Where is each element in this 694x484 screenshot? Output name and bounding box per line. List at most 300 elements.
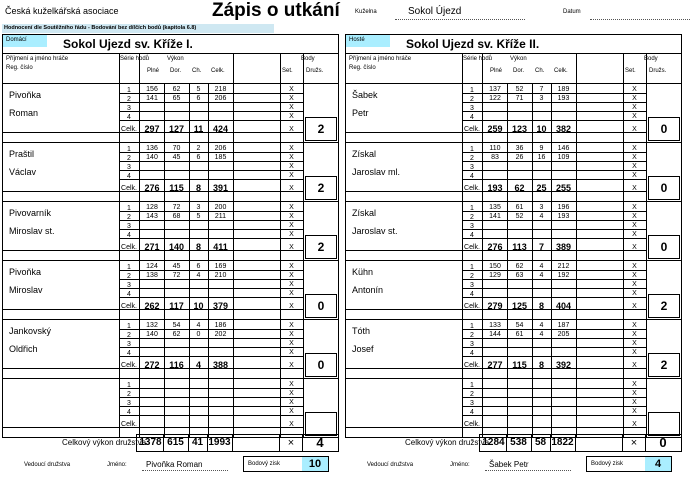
row-divider: [119, 279, 303, 280]
set-mark[interactable]: X: [632, 340, 637, 347]
vykon-col-header: Výkon: [510, 56, 527, 62]
score-plne[interactable]: 124: [146, 263, 158, 270]
row-divider: [119, 179, 303, 180]
player-col-header: Příjmení a jméno hráče: [6, 56, 69, 62]
score-ch[interactable]: 0: [196, 331, 201, 338]
set-mark[interactable]: X: [289, 104, 294, 111]
score-celk[interactable]: 388: [212, 360, 229, 370]
col-divider: [303, 84, 304, 143]
serie-label: 1: [127, 87, 131, 94]
set-mark[interactable]: X: [289, 331, 294, 338]
score-dor[interactable]: 45: [172, 154, 181, 161]
summary-points: 0: [659, 435, 667, 450]
set-mark[interactable]: X: [632, 104, 637, 111]
leader-name[interactable]: Šabek Petr: [489, 460, 529, 469]
player-block: [2, 202, 339, 261]
player-block: [345, 143, 682, 202]
set-mark[interactable]: X: [289, 231, 294, 238]
score-plne[interactable]: 271: [144, 242, 160, 252]
col-divider: [303, 379, 304, 438]
set-mark[interactable]: X: [632, 222, 637, 229]
set-mark[interactable]: X: [289, 204, 294, 211]
score-plne[interactable]: 272: [144, 360, 160, 370]
team-points-box[interactable]: [648, 412, 680, 436]
player-last-name[interactable]: Praštil: [9, 149, 35, 159]
score-celk[interactable]: 189: [557, 86, 570, 93]
score-dor[interactable]: 115: [512, 360, 527, 370]
score-celk[interactable]: 193: [557, 213, 570, 220]
set-mark[interactable]: X: [289, 172, 294, 179]
set-mark[interactable]: X: [289, 322, 294, 329]
col-divider: [303, 261, 304, 320]
set-mark[interactable]: X: [632, 408, 637, 415]
row-divider: [119, 229, 303, 230]
score-celk[interactable]: 206: [214, 95, 227, 102]
score-plne[interactable]: 138: [146, 272, 158, 279]
score-celk[interactable]: 424: [212, 124, 229, 134]
set-mark[interactable]: X: [632, 421, 637, 428]
serie-label: 1: [127, 323, 131, 330]
team-points-box[interactable]: 2: [305, 117, 337, 141]
score-dor[interactable]: 68: [172, 213, 181, 220]
set-mark[interactable]: X: [289, 126, 294, 133]
team-name-bar: [345, 34, 682, 54]
score-ch[interactable]: 11: [193, 124, 204, 134]
score-ch[interactable]: 10: [536, 124, 547, 134]
col-divider: [302, 434, 303, 452]
row-divider: [462, 220, 646, 221]
player-first-name[interactable]: Jaroslav st.: [352, 226, 398, 236]
serie-label: 1: [127, 382, 131, 389]
score-celk[interactable]: 169: [214, 263, 227, 270]
score-celk[interactable]: 186: [214, 322, 227, 329]
set-mark[interactable]: X: [632, 154, 637, 161]
set-mark[interactable]: X: [289, 340, 294, 347]
score-plne[interactable]: 140: [146, 154, 158, 161]
score-celk[interactable]: 185: [214, 154, 227, 161]
player-first-name[interactable]: Oldřich: [9, 344, 38, 354]
score-dor[interactable]: 115: [169, 183, 184, 193]
score-ch[interactable]: 3: [539, 204, 544, 211]
score-plne[interactable]: 276: [487, 242, 503, 252]
col-divider: [550, 434, 551, 452]
team-points-box[interactable]: 0: [305, 353, 337, 377]
score-celk[interactable]: 196: [557, 204, 570, 211]
score-ch[interactable]: 7: [539, 86, 544, 93]
score-ch[interactable]: 4: [539, 213, 544, 220]
score-plne[interactable]: 276: [144, 183, 160, 193]
kuzelna-label: Kuželna: [355, 9, 377, 15]
player-first-name[interactable]: Václav: [9, 167, 37, 177]
team-points-box[interactable]: 0: [648, 117, 680, 141]
score-ch[interactable]: 4: [195, 360, 201, 370]
score-dor[interactable]: 45: [172, 263, 181, 270]
score-dor[interactable]: 61: [515, 204, 524, 211]
score-dor[interactable]: 140: [168, 242, 185, 252]
set-mark[interactable]: X: [632, 281, 637, 288]
col-divider: [303, 143, 304, 202]
score-dor[interactable]: 117: [169, 301, 184, 311]
celk-col-header: Celk.: [211, 68, 225, 74]
serie-label: 2: [127, 155, 131, 162]
score-celk[interactable]: 210: [214, 272, 227, 279]
score-plne[interactable]: 135: [489, 204, 501, 211]
score-ch[interactable]: 4: [539, 263, 544, 270]
score-plne[interactable]: 262: [144, 301, 160, 311]
set-mark[interactable]: X: [289, 95, 294, 102]
score-dor[interactable]: 62: [515, 263, 524, 270]
score-ch[interactable]: 8: [195, 183, 201, 193]
set-mark[interactable]: X: [632, 399, 637, 406]
score-plne[interactable]: 259: [487, 124, 503, 134]
score-dor[interactable]: 52: [515, 86, 524, 93]
set-mark[interactable]: X: [632, 163, 637, 170]
score-plne[interactable]: 144: [489, 331, 501, 338]
row-divider: [119, 152, 303, 153]
col-divider: [646, 84, 647, 143]
score-dor[interactable]: 125: [511, 301, 528, 311]
serie-label: 4: [470, 114, 474, 121]
datum-field[interactable]: [590, 19, 690, 20]
score-dor[interactable]: 127: [168, 124, 185, 134]
set-mark[interactable]: X: [632, 213, 637, 220]
set-col-header: Set.: [625, 68, 636, 74]
leader-name[interactable]: Pivoňka Roman: [146, 460, 203, 469]
team-points-box[interactable]: 0: [648, 235, 680, 259]
set-mark[interactable]: X: [632, 204, 637, 211]
row-divider: [119, 397, 303, 398]
kuzelna-value[interactable]: Sokol Újezd: [408, 6, 462, 17]
set-mark[interactable]: X: [289, 381, 294, 388]
set-mark[interactable]: X: [289, 421, 294, 428]
score-dor[interactable]: 62: [172, 86, 181, 93]
score-ch[interactable]: 5: [196, 213, 201, 220]
row-divider: [462, 152, 646, 153]
team-points-box[interactable]: 2: [648, 353, 680, 377]
score-dor[interactable]: 71: [515, 95, 524, 102]
score-plne[interactable]: 136: [146, 145, 158, 152]
score-ch[interactable]: 4: [196, 322, 201, 329]
score-ch[interactable]: 10: [193, 301, 204, 311]
serie-label: 2: [470, 155, 474, 162]
score-celk[interactable]: 202: [214, 331, 227, 338]
serie-label: Celk.: [464, 244, 480, 251]
score-celk[interactable]: 146: [557, 145, 570, 152]
serie-label: 4: [470, 350, 474, 357]
set-mark[interactable]: X: [632, 145, 637, 152]
header: [0, 0, 694, 36]
set-mark[interactable]: X: [289, 263, 294, 270]
body-col-header: Body: [644, 56, 658, 62]
player-first-name[interactable]: Roman: [9, 108, 39, 118]
score-dor[interactable]: 36: [515, 145, 524, 152]
set-mark[interactable]: X: [632, 331, 637, 338]
score-celk[interactable]: 255: [555, 183, 572, 193]
set-mark[interactable]: X: [632, 290, 637, 297]
player-first-name[interactable]: Antonín: [352, 285, 384, 295]
col-divider: [622, 434, 623, 452]
player-last-name[interactable]: Šabek: [352, 90, 378, 100]
team-points-box[interactable]: 0: [648, 176, 680, 200]
player-first-name[interactable]: Josef: [352, 344, 374, 354]
ch-col-header: Ch.: [535, 68, 545, 74]
score-ch[interactable]: 7: [538, 242, 544, 252]
player-first-name[interactable]: Jaroslav ml.: [352, 167, 401, 177]
score-dor[interactable]: 65: [172, 95, 181, 102]
score-ch[interactable]: 8: [195, 242, 201, 252]
set-mark[interactable]: X: [289, 213, 294, 220]
points-gained-label: Bodový zisk: [591, 461, 624, 467]
score-plne[interactable]: 137: [489, 86, 501, 93]
score-dor[interactable]: 113: [512, 242, 527, 252]
score-dor[interactable]: 62: [172, 331, 181, 338]
score-dor[interactable]: 26: [515, 154, 524, 161]
set-mark[interactable]: X: [289, 163, 294, 170]
score-ch[interactable]: 8: [538, 301, 544, 311]
set-mark[interactable]: X: [632, 362, 637, 369]
set-mark[interactable]: X: [632, 86, 637, 93]
score-plne[interactable]: 110: [489, 145, 501, 152]
score-celk[interactable]: 382: [555, 124, 572, 134]
row-divider: [462, 297, 646, 298]
score-ch[interactable]: 6: [196, 263, 201, 270]
set-mark[interactable]: X: [289, 154, 294, 161]
score-plne[interactable]: 141: [146, 95, 158, 102]
player-last-name[interactable]: Kühn: [352, 267, 374, 277]
player-block: [2, 320, 339, 379]
serie-label: 4: [470, 232, 474, 239]
set-mark[interactable]: X: [632, 244, 637, 251]
serie-label: 3: [470, 341, 474, 348]
score-celk[interactable]: 187: [557, 322, 570, 329]
score-celk[interactable]: 109: [557, 154, 570, 161]
score-dor[interactable]: 63: [515, 272, 524, 279]
set-mark[interactable]: X: [632, 126, 637, 133]
team-points-box[interactable]: 2: [305, 176, 337, 200]
score-plne[interactable]: 277: [487, 360, 503, 370]
set-mark[interactable]: X: [632, 185, 637, 192]
player-first-name[interactable]: Miroslav: [9, 285, 43, 295]
player-last-name[interactable]: Pivoňka: [9, 267, 42, 277]
row-divider: [462, 229, 646, 230]
score-celk[interactable]: 212: [557, 263, 570, 270]
set-mark[interactable]: X: [289, 222, 294, 229]
leader-label: Vedoucí družstva: [24, 462, 71, 468]
set-mark[interactable]: X: [289, 185, 294, 192]
score-celk[interactable]: 404: [555, 301, 572, 311]
set-mark[interactable]: X: [632, 272, 637, 279]
score-celk[interactable]: 389: [555, 242, 572, 252]
row-divider: [462, 415, 646, 416]
set-mark[interactable]: X: [632, 263, 637, 270]
score-plne[interactable]: 83: [491, 154, 499, 161]
team-points-box[interactable]: 2: [305, 235, 337, 259]
score-plne[interactable]: 140: [146, 331, 158, 338]
row-divider: [119, 111, 303, 112]
row-divider: [462, 102, 646, 103]
serie-label: 3: [470, 223, 474, 230]
score-dor[interactable]: 62: [514, 183, 525, 193]
serie-label: 3: [470, 105, 474, 112]
score-celk[interactable]: 391: [212, 183, 229, 193]
set-mark[interactable]: X: [289, 290, 294, 297]
score-plne[interactable]: 193: [487, 183, 503, 193]
score-ch[interactable]: 5: [196, 86, 201, 93]
player-last-name[interactable]: Pivoňka: [9, 90, 42, 100]
set-mark[interactable]: X: [289, 390, 294, 397]
set-mark[interactable]: X: [632, 172, 637, 179]
score-plne[interactable]: 122: [489, 95, 501, 102]
set-mark[interactable]: X: [632, 95, 637, 102]
score-ch[interactable]: 3: [196, 204, 201, 211]
set-mark[interactable]: X: [289, 281, 294, 288]
set-mark[interactable]: X: [289, 408, 294, 415]
score-ch[interactable]: 4: [196, 272, 201, 279]
serie-label: 1: [470, 87, 474, 94]
score-dor[interactable]: 54: [515, 322, 524, 329]
set-mark[interactable]: X: [632, 381, 637, 388]
points-gained-value[interactable]: 4: [645, 457, 671, 471]
score-ch[interactable]: 4: [539, 322, 544, 329]
score-plne[interactable]: 143: [146, 213, 158, 220]
row-divider: [119, 288, 303, 289]
score-dor[interactable]: 54: [172, 322, 181, 329]
serie-col-header: Série hodů: [463, 56, 493, 62]
kuzelna-line: [395, 19, 525, 20]
score-ch[interactable]: 4: [539, 272, 544, 279]
score-ch[interactable]: 9: [539, 145, 544, 152]
team-section: [2, 34, 339, 470]
col-divider: [646, 320, 647, 379]
set-mark[interactable]: X: [289, 272, 294, 279]
serie-label: Celk.: [121, 421, 137, 428]
score-celk[interactable]: 200: [214, 204, 227, 211]
set-col-header: Set.: [282, 68, 293, 74]
score-celk[interactable]: 392: [555, 360, 572, 370]
score-dor[interactable]: 116: [169, 360, 184, 370]
set-mark[interactable]: X: [289, 399, 294, 406]
score-plne[interactable]: 141: [489, 213, 501, 220]
set-mark[interactable]: X: [289, 362, 294, 369]
col-divider: [646, 261, 647, 320]
score-plne[interactable]: 133: [489, 322, 501, 329]
col-divider: [506, 434, 507, 452]
set-mark[interactable]: X: [289, 113, 294, 120]
player-last-name[interactable]: Získal: [352, 208, 377, 218]
summary-x: ×: [287, 437, 295, 449]
player-last-name[interactable]: Tóth: [352, 326, 371, 336]
team-points-box[interactable]: 0: [305, 294, 337, 318]
col-divider: [119, 54, 120, 84]
score-plne[interactable]: 129: [489, 272, 501, 279]
row-divider: [119, 329, 303, 330]
set-mark[interactable]: X: [289, 145, 294, 152]
score-plne[interactable]: 128: [146, 204, 158, 211]
celk-col-header: Celk.: [554, 68, 568, 74]
serie-label: 4: [470, 173, 474, 180]
row-divider: [462, 120, 646, 121]
team-points-box[interactable]: [305, 412, 337, 436]
score-dor[interactable]: 72: [172, 204, 181, 211]
score-plne[interactable]: 150: [489, 263, 501, 270]
set-mark[interactable]: X: [289, 244, 294, 251]
score-celk[interactable]: 411: [213, 242, 228, 252]
score-celk[interactable]: 211: [214, 213, 227, 220]
set-mark[interactable]: X: [632, 349, 637, 356]
score-plne[interactable]: 297: [144, 124, 160, 134]
score-dor[interactable]: 61: [515, 331, 524, 338]
serie-label: 4: [127, 409, 131, 416]
row-divider: [119, 102, 303, 103]
score-ch[interactable]: 3: [539, 95, 544, 102]
dor-col-header: Dor.: [170, 68, 182, 74]
score-plne[interactable]: 132: [146, 322, 158, 329]
serie-label: 3: [127, 400, 131, 407]
serie-label: Celk.: [464, 421, 480, 428]
score-dor[interactable]: 123: [511, 124, 528, 134]
score-plne[interactable]: 156: [146, 86, 158, 93]
score-celk[interactable]: 192: [557, 272, 570, 279]
serie-label: 3: [127, 282, 131, 289]
player-last-name[interactable]: Pivovarník: [9, 208, 52, 218]
player-first-name[interactable]: Petr: [352, 108, 369, 118]
col-divider: [646, 379, 647, 438]
player-block: [345, 202, 682, 261]
datum-label: Datum: [563, 9, 581, 15]
score-dor[interactable]: 72: [172, 272, 181, 279]
set-mark[interactable]: X: [289, 303, 294, 310]
set-mark[interactable]: X: [289, 86, 294, 93]
col-divider: [646, 202, 647, 261]
set-mark[interactable]: X: [632, 113, 637, 120]
serie-label: 3: [470, 282, 474, 289]
player-last-name[interactable]: Získal: [352, 149, 377, 159]
points-gained-box: [243, 456, 329, 472]
row-divider: [346, 427, 646, 428]
score-celk[interactable]: 193: [557, 95, 570, 102]
set-mark[interactable]: X: [632, 231, 637, 238]
score-celk[interactable]: 206: [214, 145, 227, 152]
rules-note: Hodnocení dle Soutěžního řádu - Bodování bez dílčích bodů (kapitola 6.8): [2, 24, 274, 33]
score-dor[interactable]: 52: [515, 213, 524, 220]
team-points-box[interactable]: 2: [648, 294, 680, 318]
points-gained-value[interactable]: 10: [302, 457, 328, 471]
score-ch[interactable]: 6: [196, 95, 201, 102]
score-plne[interactable]: 279: [487, 301, 503, 311]
score-ch[interactable]: 25: [536, 183, 547, 193]
player-last-name[interactable]: Jankovský: [9, 326, 52, 336]
set-mark[interactable]: X: [632, 322, 637, 329]
player-block: [2, 143, 339, 202]
score-ch[interactable]: 6: [196, 154, 201, 161]
set-mark[interactable]: X: [289, 349, 294, 356]
score-celk[interactable]: 379: [212, 301, 229, 311]
score-dor[interactable]: 70: [172, 145, 181, 152]
score-ch[interactable]: 4: [539, 331, 544, 338]
score-ch[interactable]: 2: [196, 145, 201, 152]
col-divider: [645, 434, 646, 452]
col-divider: [575, 434, 576, 452]
player-first-name[interactable]: Miroslav st.: [9, 226, 55, 236]
score-celk[interactable]: 218: [214, 86, 227, 93]
col-divider: [279, 434, 280, 452]
set-mark[interactable]: X: [632, 390, 637, 397]
row-divider: [462, 388, 646, 389]
score-celk[interactable]: 205: [557, 331, 570, 338]
score-ch[interactable]: 8: [538, 360, 544, 370]
set-mark[interactable]: X: [632, 303, 637, 310]
score-ch[interactable]: 16: [537, 154, 546, 161]
